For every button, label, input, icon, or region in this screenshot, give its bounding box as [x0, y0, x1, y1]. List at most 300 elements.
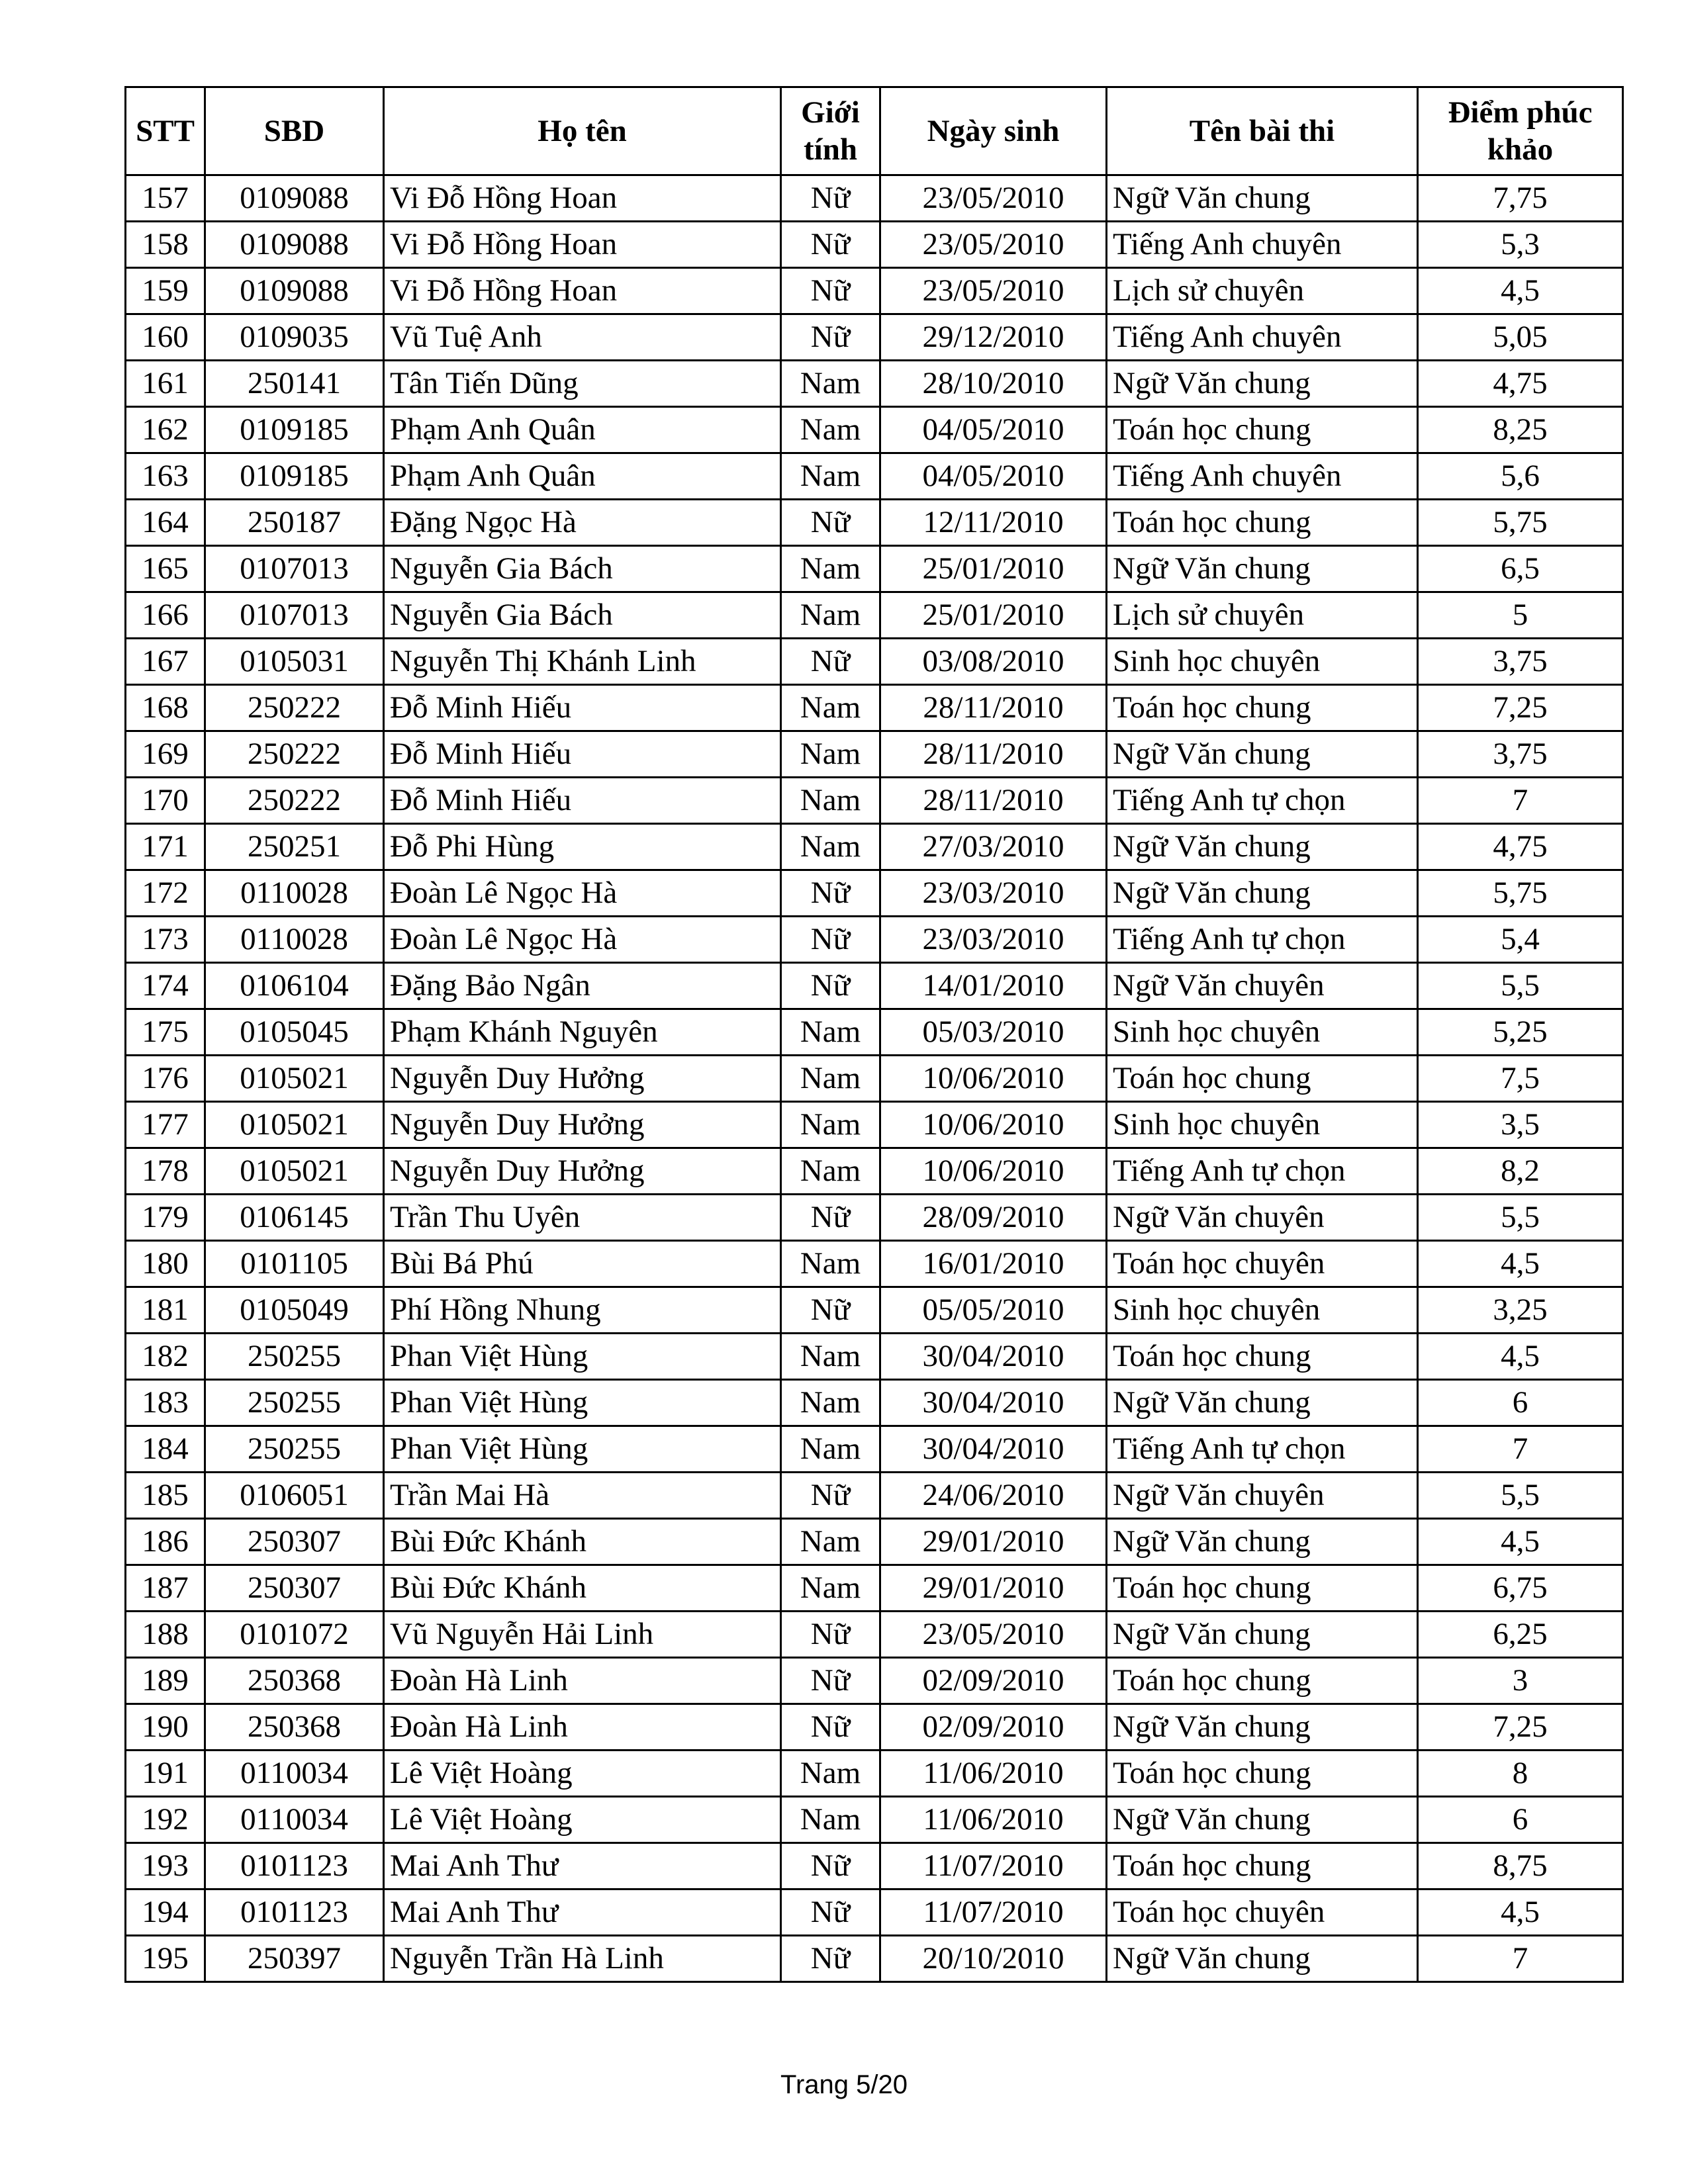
cell-dob: 05/03/2010 — [880, 1009, 1107, 1056]
cell-gender: Nữ — [781, 1612, 880, 1658]
cell-gender: Nữ — [781, 1658, 880, 1704]
table-row — [126, 778, 1623, 824]
cell-score: 7,25 — [1418, 1704, 1623, 1751]
cell-dob: 04/05/2010 — [880, 453, 1107, 500]
table-row — [126, 1056, 1623, 1102]
cell-exam: Ngữ Văn chuyên — [1107, 1473, 1418, 1519]
header-exam: Tên bài thi — [1107, 87, 1418, 175]
cell-sbd: 0105045 — [205, 1009, 384, 1056]
cell-sbd: 250222 — [205, 685, 384, 731]
cell-sbd: 250222 — [205, 778, 384, 824]
cell-dob: 28/10/2010 — [880, 361, 1107, 407]
cell-sbd: 0109185 — [205, 407, 384, 453]
cell-dob: 12/11/2010 — [880, 500, 1107, 546]
cell-sbd: 0106104 — [205, 963, 384, 1009]
cell-name: Nguyễn Thị Khánh Linh — [384, 639, 781, 685]
cell-sbd: 250255 — [205, 1380, 384, 1426]
header-gender: Giới tính — [781, 87, 880, 175]
cell-stt: 191 — [126, 1751, 205, 1797]
cell-stt: 190 — [126, 1704, 205, 1751]
cell-exam: Ngữ Văn chuyên — [1107, 1195, 1418, 1241]
cell-gender: Nam — [781, 1056, 880, 1102]
cell-name: Vi Đỗ Hồng Hoan — [384, 222, 781, 268]
table-row — [126, 1936, 1623, 1982]
cell-stt: 157 — [126, 175, 205, 222]
cell-gender: Nữ — [781, 1936, 880, 1982]
cell-gender: Nam — [781, 1102, 880, 1148]
table-row — [126, 1519, 1623, 1565]
cell-score: 5,5 — [1418, 963, 1623, 1009]
table-row — [126, 870, 1623, 917]
cell-name: Đỗ Minh Hiếu — [384, 731, 781, 778]
cell-exam: Toán học chuyên — [1107, 1889, 1418, 1936]
cell-exam: Toán học chung — [1107, 1843, 1418, 1889]
table-row — [126, 1658, 1623, 1704]
cell-dob: 10/06/2010 — [880, 1056, 1107, 1102]
cell-sbd: 0105031 — [205, 639, 384, 685]
header-score: Điểm phúc khảo — [1418, 87, 1623, 175]
cell-sbd: 0110028 — [205, 870, 384, 917]
cell-name: Phan Việt Hùng — [384, 1380, 781, 1426]
table-row — [126, 1704, 1623, 1751]
cell-dob: 23/03/2010 — [880, 870, 1107, 917]
cell-stt: 184 — [126, 1426, 205, 1473]
cell-name: Mai Anh Thư — [384, 1889, 781, 1936]
cell-dob: 29/01/2010 — [880, 1519, 1107, 1565]
cell-stt: 180 — [126, 1241, 205, 1287]
cell-exam: Ngữ Văn chung — [1107, 1612, 1418, 1658]
cell-stt: 159 — [126, 268, 205, 314]
cell-sbd: 250255 — [205, 1426, 384, 1473]
cell-score: 5,5 — [1418, 1195, 1623, 1241]
cell-gender: Nam — [781, 824, 880, 870]
cell-gender: Nam — [781, 1009, 880, 1056]
cell-exam: Sinh học chuyên — [1107, 1102, 1418, 1148]
cell-dob: 11/07/2010 — [880, 1889, 1107, 1936]
cell-name: Vũ Nguyễn Hải Linh — [384, 1612, 781, 1658]
cell-name: Phan Việt Hùng — [384, 1426, 781, 1473]
cell-score: 3,75 — [1418, 639, 1623, 685]
page-number: Trang 5/20 — [780, 2070, 908, 2099]
cell-exam: Sinh học chuyên — [1107, 1009, 1418, 1056]
cell-stt: 186 — [126, 1519, 205, 1565]
cell-gender: Nam — [781, 1426, 880, 1473]
cell-dob: 23/05/2010 — [880, 175, 1107, 222]
cell-exam: Ngữ Văn chuyên — [1107, 963, 1418, 1009]
cell-gender: Nam — [781, 1148, 880, 1195]
cell-gender: Nữ — [781, 500, 880, 546]
table-row — [126, 1751, 1623, 1797]
cell-sbd: 250307 — [205, 1565, 384, 1612]
cell-gender: Nam — [781, 407, 880, 453]
cell-sbd: 0105021 — [205, 1148, 384, 1195]
cell-exam: Toán học chuyên — [1107, 1241, 1418, 1287]
table-row — [126, 1889, 1623, 1936]
cell-score: 8 — [1418, 1751, 1623, 1797]
cell-name: Trần Mai Hà — [384, 1473, 781, 1519]
cell-gender: Nữ — [781, 1195, 880, 1241]
cell-name: Nguyễn Trần Hà Linh — [384, 1936, 781, 1982]
cell-name: Lê Việt Hoàng — [384, 1797, 781, 1843]
cell-dob: 03/08/2010 — [880, 639, 1107, 685]
cell-gender: Nam — [781, 731, 880, 778]
table-row — [126, 407, 1623, 453]
table-row — [126, 222, 1623, 268]
table-row — [126, 1565, 1623, 1612]
table-row — [126, 1426, 1623, 1473]
cell-exam: Toán học chung — [1107, 500, 1418, 546]
cell-score: 7 — [1418, 1426, 1623, 1473]
cell-score: 5 — [1418, 592, 1623, 639]
table-row — [126, 1148, 1623, 1195]
cell-sbd: 0101123 — [205, 1843, 384, 1889]
cell-dob: 29/12/2010 — [880, 314, 1107, 361]
cell-stt: 177 — [126, 1102, 205, 1148]
cell-dob: 29/01/2010 — [880, 1565, 1107, 1612]
cell-gender: Nữ — [781, 963, 880, 1009]
cell-dob: 11/07/2010 — [880, 1843, 1107, 1889]
cell-sbd: 0101072 — [205, 1612, 384, 1658]
cell-dob: 05/05/2010 — [880, 1287, 1107, 1334]
cell-name: Phạm Anh Quân — [384, 453, 781, 500]
cell-exam: Lịch sử chuyên — [1107, 268, 1418, 314]
cell-dob: 20/10/2010 — [880, 1936, 1107, 1982]
table-row — [126, 268, 1623, 314]
cell-sbd: 250368 — [205, 1658, 384, 1704]
cell-score: 6,75 — [1418, 1565, 1623, 1612]
cell-stt: 163 — [126, 453, 205, 500]
cell-name: Phạm Anh Quân — [384, 407, 781, 453]
header-dob: Ngày sinh — [880, 87, 1107, 175]
cell-dob: 02/09/2010 — [880, 1658, 1107, 1704]
cell-dob: 28/09/2010 — [880, 1195, 1107, 1241]
table-row — [126, 731, 1623, 778]
cell-stt: 182 — [126, 1334, 205, 1380]
cell-dob: 10/06/2010 — [880, 1148, 1107, 1195]
cell-stt: 176 — [126, 1056, 205, 1102]
cell-exam: Ngữ Văn chung — [1107, 1797, 1418, 1843]
table-row — [126, 1612, 1623, 1658]
cell-gender: Nam — [781, 778, 880, 824]
table-row — [126, 963, 1623, 1009]
cell-gender: Nam — [781, 1797, 880, 1843]
cell-exam: Ngữ Văn chung — [1107, 1936, 1418, 1982]
cell-name: Phí Hồng Nhung — [384, 1287, 781, 1334]
cell-sbd: 250397 — [205, 1936, 384, 1982]
cell-stt: 178 — [126, 1148, 205, 1195]
cell-dob: 30/04/2010 — [880, 1380, 1107, 1426]
cell-score: 7 — [1418, 1936, 1623, 1982]
cell-score: 5,75 — [1418, 500, 1623, 546]
cell-stt: 188 — [126, 1612, 205, 1658]
table-row — [126, 1195, 1623, 1241]
cell-stt: 194 — [126, 1889, 205, 1936]
cell-sbd: 250368 — [205, 1704, 384, 1751]
cell-stt: 195 — [126, 1936, 205, 1982]
cell-exam: Ngữ Văn chung — [1107, 1380, 1418, 1426]
cell-gender: Nữ — [781, 917, 880, 963]
cell-gender: Nữ — [781, 1704, 880, 1751]
cell-dob: 24/06/2010 — [880, 1473, 1107, 1519]
cell-score: 7 — [1418, 778, 1623, 824]
cell-dob: 28/11/2010 — [880, 685, 1107, 731]
table-row — [126, 314, 1623, 361]
cell-sbd: 0105049 — [205, 1287, 384, 1334]
table-row — [126, 500, 1623, 546]
cell-name: Phạm Khánh Nguyên — [384, 1009, 781, 1056]
cell-gender: Nữ — [781, 268, 880, 314]
table-row — [126, 1009, 1623, 1056]
cell-sbd: 0110034 — [205, 1751, 384, 1797]
cell-name: Đoàn Lê Ngọc Hà — [384, 917, 781, 963]
cell-exam: Tiếng Anh tự chọn — [1107, 917, 1418, 963]
cell-dob: 28/11/2010 — [880, 778, 1107, 824]
cell-stt: 168 — [126, 685, 205, 731]
cell-gender: Nam — [781, 1519, 880, 1565]
table-row — [126, 361, 1623, 407]
cell-name: Nguyễn Duy Hưởng — [384, 1148, 781, 1195]
cell-sbd: 0110034 — [205, 1797, 384, 1843]
cell-dob: 30/04/2010 — [880, 1334, 1107, 1380]
cell-dob: 16/01/2010 — [880, 1241, 1107, 1287]
cell-sbd: 0107013 — [205, 546, 384, 592]
cell-exam: Sinh học chuyên — [1107, 1287, 1418, 1334]
cell-sbd: 0109185 — [205, 453, 384, 500]
cell-stt: 172 — [126, 870, 205, 917]
cell-stt: 169 — [126, 731, 205, 778]
cell-stt: 165 — [126, 546, 205, 592]
cell-stt: 166 — [126, 592, 205, 639]
cell-gender: Nữ — [781, 175, 880, 222]
cell-dob: 23/03/2010 — [880, 917, 1107, 963]
cell-sbd: 0101105 — [205, 1241, 384, 1287]
cell-score: 5,6 — [1418, 453, 1623, 500]
cell-exam: Ngữ Văn chung — [1107, 731, 1418, 778]
cell-exam: Ngữ Văn chung — [1107, 1704, 1418, 1751]
cell-dob: 11/06/2010 — [880, 1751, 1107, 1797]
cell-score: 4,5 — [1418, 1519, 1623, 1565]
cell-name: Đoàn Hà Linh — [384, 1704, 781, 1751]
cell-stt: 164 — [126, 500, 205, 546]
cell-name: Đỗ Minh Hiếu — [384, 778, 781, 824]
cell-exam: Ngữ Văn chung — [1107, 546, 1418, 592]
table-row — [126, 1797, 1623, 1843]
cell-name: Bùi Bá Phú — [384, 1241, 781, 1287]
cell-name: Vũ Tuệ Anh — [384, 314, 781, 361]
table-row — [126, 1102, 1623, 1148]
table-row — [126, 685, 1623, 731]
cell-exam: Toán học chung — [1107, 1056, 1418, 1102]
cell-sbd: 0106051 — [205, 1473, 384, 1519]
cell-score: 8,75 — [1418, 1843, 1623, 1889]
cell-stt: 193 — [126, 1843, 205, 1889]
cell-dob: 02/09/2010 — [880, 1704, 1107, 1751]
table-row — [126, 175, 1623, 222]
header-row — [126, 87, 1623, 175]
cell-score: 8,2 — [1418, 1148, 1623, 1195]
cell-exam: Tiếng Anh chuyên — [1107, 314, 1418, 361]
cell-score: 4,5 — [1418, 1334, 1623, 1380]
cell-score: 6 — [1418, 1380, 1623, 1426]
cell-dob: 10/06/2010 — [880, 1102, 1107, 1148]
cell-gender: Nữ — [781, 314, 880, 361]
table-row — [126, 1287, 1623, 1334]
cell-score: 8,25 — [1418, 407, 1623, 453]
cell-stt: 185 — [126, 1473, 205, 1519]
cell-exam: Ngữ Văn chung — [1107, 361, 1418, 407]
cell-score: 7,5 — [1418, 1056, 1623, 1102]
cell-name: Trần Thu Uyên — [384, 1195, 781, 1241]
cell-name: Bùi Đức Khánh — [384, 1565, 781, 1612]
cell-sbd: 250222 — [205, 731, 384, 778]
cell-score: 7,25 — [1418, 685, 1623, 731]
cell-name: Nguyễn Duy Hưởng — [384, 1056, 781, 1102]
table-body — [126, 175, 1623, 1982]
cell-name: Nguyễn Gia Bách — [384, 546, 781, 592]
cell-exam: Ngữ Văn chung — [1107, 1519, 1418, 1565]
cell-name: Vi Đỗ Hồng Hoan — [384, 268, 781, 314]
cell-exam: Ngữ Văn chung — [1107, 824, 1418, 870]
cell-gender: Nam — [781, 685, 880, 731]
cell-dob: 04/05/2010 — [880, 407, 1107, 453]
cell-gender: Nữ — [781, 1473, 880, 1519]
cell-dob: 27/03/2010 — [880, 824, 1107, 870]
cell-gender: Nữ — [781, 870, 880, 917]
cell-score: 3 — [1418, 1658, 1623, 1704]
cell-stt: 171 — [126, 824, 205, 870]
table-row — [126, 824, 1623, 870]
cell-gender: Nữ — [781, 1889, 880, 1936]
cell-name: Tân Tiến Dũng — [384, 361, 781, 407]
cell-gender: Nữ — [781, 222, 880, 268]
header-stt: STT — [126, 87, 205, 175]
cell-sbd: 250255 — [205, 1334, 384, 1380]
cell-score: 4,75 — [1418, 824, 1623, 870]
cell-exam: Toán học chung — [1107, 685, 1418, 731]
cell-sbd: 0105021 — [205, 1056, 384, 1102]
table-row — [126, 1241, 1623, 1287]
cell-sbd: 250141 — [205, 361, 384, 407]
cell-stt: 158 — [126, 222, 205, 268]
cell-score: 6,5 — [1418, 546, 1623, 592]
cell-score: 3,25 — [1418, 1287, 1623, 1334]
cell-stt: 167 — [126, 639, 205, 685]
table-header — [126, 87, 1623, 175]
cell-gender: Nam — [781, 453, 880, 500]
cell-name: Đặng Bảo Ngân — [384, 963, 781, 1009]
cell-stt: 161 — [126, 361, 205, 407]
cell-dob: 23/05/2010 — [880, 1612, 1107, 1658]
cell-exam: Sinh học chuyên — [1107, 639, 1418, 685]
cell-dob: 14/01/2010 — [880, 963, 1107, 1009]
cell-name: Phan Việt Hùng — [384, 1334, 781, 1380]
cell-score: 5,3 — [1418, 222, 1623, 268]
cell-name: Nguyễn Gia Bách — [384, 592, 781, 639]
cell-gender: Nam — [781, 1241, 880, 1287]
cell-name: Đoàn Hà Linh — [384, 1658, 781, 1704]
cell-sbd: 0109035 — [205, 314, 384, 361]
cell-gender: Nam — [781, 361, 880, 407]
cell-stt: 181 — [126, 1287, 205, 1334]
cell-stt: 179 — [126, 1195, 205, 1241]
cell-name: Vi Đỗ Hồng Hoan — [384, 175, 781, 222]
cell-stt: 170 — [126, 778, 205, 824]
cell-name: Đoàn Lê Ngọc Hà — [384, 870, 781, 917]
cell-exam: Tiếng Anh chuyên — [1107, 453, 1418, 500]
cell-sbd: 0106145 — [205, 1195, 384, 1241]
cell-exam: Toán học chung — [1107, 1565, 1418, 1612]
cell-stt: 187 — [126, 1565, 205, 1612]
cell-exam: Tiếng Anh tự chọn — [1107, 1148, 1418, 1195]
cell-score: 4,5 — [1418, 1241, 1623, 1287]
cell-gender: Nữ — [781, 639, 880, 685]
cell-score: 5,75 — [1418, 870, 1623, 917]
cell-gender: Nam — [781, 1334, 880, 1380]
table-row — [126, 453, 1623, 500]
cell-dob: 30/04/2010 — [880, 1426, 1107, 1473]
table-row — [126, 1843, 1623, 1889]
table-row — [126, 1334, 1623, 1380]
cell-name: Bùi Đức Khánh — [384, 1519, 781, 1565]
cell-gender: Nam — [781, 546, 880, 592]
cell-name: Lê Việt Hoàng — [384, 1751, 781, 1797]
cell-exam: Toán học chung — [1107, 1751, 1418, 1797]
cell-sbd: 0109088 — [205, 175, 384, 222]
table-row — [126, 546, 1623, 592]
header-sbd: SBD — [205, 87, 384, 175]
cell-gender: Nam — [781, 1380, 880, 1426]
results-table — [124, 86, 1624, 1983]
cell-exam: Lịch sử chuyên — [1107, 592, 1418, 639]
cell-stt: 173 — [126, 917, 205, 963]
cell-sbd: 0107013 — [205, 592, 384, 639]
cell-name: Đỗ Minh Hiếu — [384, 685, 781, 731]
cell-score: 5,4 — [1418, 917, 1623, 963]
cell-score: 6,25 — [1418, 1612, 1623, 1658]
cell-gender: Nữ — [781, 1287, 880, 1334]
cell-sbd: 250307 — [205, 1519, 384, 1565]
cell-dob: 25/01/2010 — [880, 546, 1107, 592]
cell-score: 5,5 — [1418, 1473, 1623, 1519]
cell-gender: Nam — [781, 592, 880, 639]
cell-exam: Toán học chung — [1107, 407, 1418, 453]
cell-exam: Tiếng Anh tự chọn — [1107, 1426, 1418, 1473]
cell-exam: Ngữ Văn chung — [1107, 870, 1418, 917]
cell-exam: Ngữ Văn chung — [1107, 175, 1418, 222]
table-row — [126, 1473, 1623, 1519]
table-row — [126, 639, 1623, 685]
table-row — [126, 592, 1623, 639]
header-name: Họ tên — [384, 87, 781, 175]
cell-score: 4,5 — [1418, 268, 1623, 314]
cell-score: 4,75 — [1418, 361, 1623, 407]
cell-score: 5,25 — [1418, 1009, 1623, 1056]
cell-dob: 25/01/2010 — [880, 592, 1107, 639]
cell-score: 5,05 — [1418, 314, 1623, 361]
cell-sbd: 250251 — [205, 824, 384, 870]
cell-score: 3,5 — [1418, 1102, 1623, 1148]
cell-stt: 183 — [126, 1380, 205, 1426]
cell-exam: Toán học chung — [1107, 1334, 1418, 1380]
cell-sbd: 250187 — [205, 500, 384, 546]
cell-name: Đỗ Phi Hùng — [384, 824, 781, 870]
cell-score: 7,75 — [1418, 175, 1623, 222]
cell-sbd: 0109088 — [205, 268, 384, 314]
table-row — [126, 1380, 1623, 1426]
cell-name: Nguyễn Duy Hưởng — [384, 1102, 781, 1148]
cell-stt: 162 — [126, 407, 205, 453]
cell-dob: 11/06/2010 — [880, 1797, 1107, 1843]
